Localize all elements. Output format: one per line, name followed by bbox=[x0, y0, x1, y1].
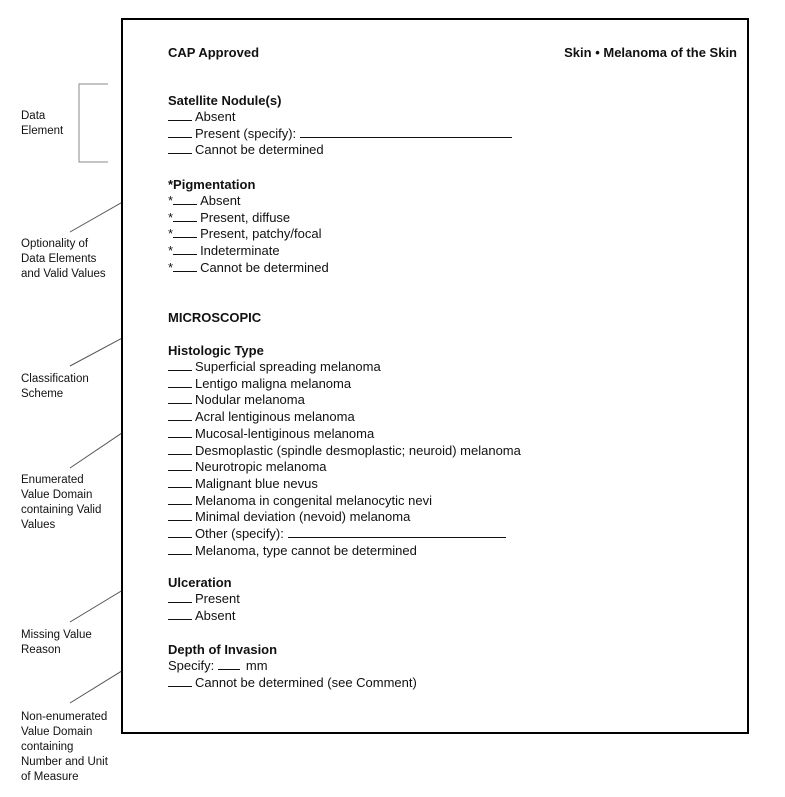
checkbox-blank[interactable] bbox=[168, 509, 192, 521]
section-title: Ulceration bbox=[168, 575, 232, 590]
list-item: Mucosal-lentiginous melanoma bbox=[168, 426, 521, 443]
checkbox-blank[interactable] bbox=[168, 543, 192, 555]
section-microscopic bbox=[168, 310, 261, 326]
list-item: Neurotropic melanoma bbox=[168, 459, 521, 476]
list-item: Absent bbox=[168, 109, 512, 126]
checkbox-blank[interactable] bbox=[173, 243, 197, 255]
optional-star: * bbox=[168, 226, 174, 242]
optional-star: * bbox=[168, 209, 174, 225]
checkbox-blank[interactable] bbox=[168, 675, 192, 687]
section-pigmentation bbox=[168, 177, 329, 277]
list-item: * Present, patchy/focal bbox=[168, 226, 322, 242]
section-heading: MICROSCOPIC bbox=[168, 310, 262, 325]
checkbox-blank[interactable] bbox=[173, 260, 197, 272]
list-item: Cannot be determined (see Comment) bbox=[168, 675, 417, 692]
section-title: Satellite Nodule(s) bbox=[168, 93, 282, 108]
list-item: Other (specify): bbox=[168, 526, 521, 543]
checkbox-blank[interactable] bbox=[168, 591, 192, 603]
section-ulceration bbox=[168, 575, 240, 624]
section-title: Histologic Type bbox=[168, 343, 264, 358]
list-item: Present (specify): bbox=[168, 126, 512, 143]
specify-line[interactable] bbox=[300, 126, 512, 138]
annotation-missing-value: Missing Value Reason bbox=[21, 629, 92, 656]
annotation-optionality: Optionality of Data Elements and Valid Values bbox=[21, 238, 106, 280]
checkbox-blank[interactable] bbox=[168, 376, 192, 388]
checkbox-blank[interactable] bbox=[168, 392, 192, 404]
checkbox-blank[interactable] bbox=[168, 526, 192, 538]
annotation-classification: Classification Scheme bbox=[21, 373, 89, 400]
checkbox-blank[interactable] bbox=[168, 443, 192, 455]
checkbox-blank[interactable] bbox=[168, 476, 192, 488]
checkbox-blank[interactable] bbox=[173, 193, 197, 205]
list-item: Minimal deviation (nevoid) melanoma bbox=[168, 509, 521, 526]
checkbox-blank[interactable] bbox=[168, 409, 192, 421]
list-item: Malignant blue nevus bbox=[168, 476, 521, 493]
optional-star: * bbox=[168, 243, 174, 259]
list-item: * Cannot be determined bbox=[168, 259, 329, 275]
list-item: Acral lentiginous melanoma bbox=[168, 409, 521, 426]
checkbox-blank[interactable] bbox=[168, 608, 192, 620]
checkbox-blank[interactable] bbox=[168, 426, 192, 438]
checkbox-blank[interactable] bbox=[168, 493, 192, 505]
list-item: Superficial spreading melanoma bbox=[168, 359, 521, 376]
annotation-non-enumerated: Non-enumerated Value Domain containing Number and Unit of Measure bbox=[21, 711, 108, 783]
checkbox-blank[interactable] bbox=[168, 126, 192, 138]
list-item: * Present, diffuse bbox=[168, 209, 291, 225]
depth-input-blank[interactable] bbox=[218, 658, 240, 670]
section-satellite-nodules bbox=[168, 93, 512, 159]
data-element-bracket bbox=[79, 84, 108, 162]
header-cap-approved: CAP Approved bbox=[168, 45, 260, 60]
list-item: Absent bbox=[168, 608, 240, 625]
optional-star: * bbox=[168, 193, 174, 208]
list-item: * Indeterminate bbox=[168, 243, 280, 259]
checkbox-blank[interactable] bbox=[173, 226, 197, 238]
checkbox-blank[interactable] bbox=[168, 359, 192, 371]
list-item: * Absent bbox=[168, 193, 241, 208]
list-item: Nodular melanoma bbox=[168, 392, 521, 409]
list-item: Present bbox=[168, 591, 240, 608]
section-title: Depth of Invasion bbox=[168, 642, 278, 657]
list-item: Melanoma, type cannot be determined bbox=[168, 543, 521, 560]
checkbox-blank[interactable] bbox=[168, 459, 192, 471]
header-title: Skin • Melanoma of the Skin bbox=[564, 45, 737, 60]
annotation-enumerated: Enumerated Value Domain containing Valid Values bbox=[21, 474, 102, 531]
form-page bbox=[121, 18, 749, 734]
optional-star: * bbox=[168, 259, 174, 275]
annotation-data-element: Data Element bbox=[21, 110, 64, 137]
section-title: *Pigmentation bbox=[168, 177, 256, 192]
list-item bbox=[168, 658, 417, 675]
specify-line[interactable] bbox=[288, 526, 506, 538]
section-depth-of-invasion bbox=[168, 642, 417, 691]
list-item: Melanoma in congenital melanocytic nevi bbox=[168, 493, 521, 510]
checkbox-blank[interactable] bbox=[168, 142, 192, 154]
list-item: Desmoplastic (spindle desmoplastic; neuroid) melanoma bbox=[168, 443, 521, 460]
checkbox-blank[interactable] bbox=[168, 109, 192, 121]
section-histologic-type bbox=[168, 343, 521, 559]
unit-label: mm bbox=[245, 658, 268, 673]
specify-label: Specify: bbox=[168, 658, 215, 673]
checkbox-blank[interactable] bbox=[173, 210, 197, 222]
list-item: Cannot be determined bbox=[168, 142, 512, 159]
list-item: Lentigo maligna melanoma bbox=[168, 376, 521, 393]
